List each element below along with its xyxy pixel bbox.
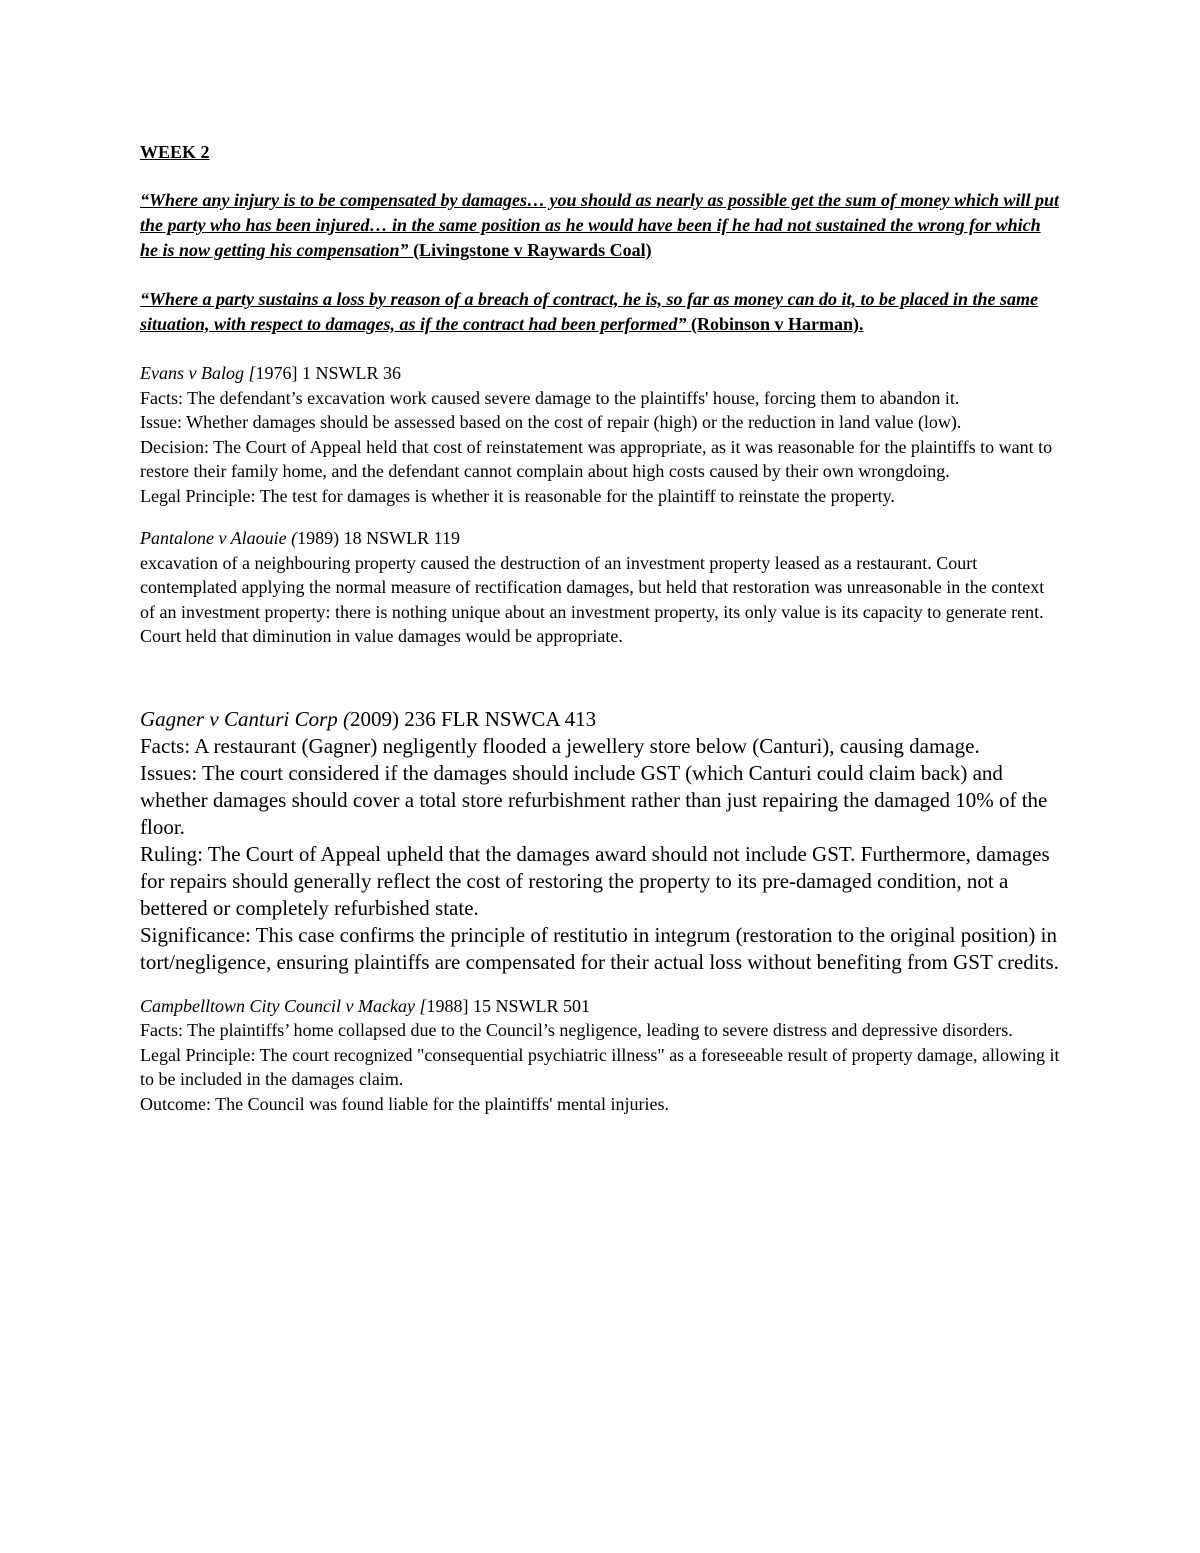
case-citation: 1989) 18 NSWLR 119 — [297, 528, 460, 548]
case-citation: 1988] 15 NSWLR 501 — [426, 995, 590, 1016]
quote-livingstone — [140, 188, 1060, 263]
case-paragraph: Facts: The plaintiffs’ home collapsed due to the Council’s negligence, leading to severe distress and depressive disorders. — [140, 1020, 1013, 1040]
case-paragraph: Facts: A restaurant (Gagner) negligently flooded a jewellery store below (Canturi), causing damage. — [140, 733, 980, 758]
document-body — [140, 140, 1060, 1116]
case-citation: 2009) 236 FLR NSWCA 413 — [350, 706, 597, 731]
quote-text: “Where a party sustains a loss by reason of a breach of contract, he is, so far as money can do it, to be placed in the same situation, with respect to damages, as if the contract had been performed” — [140, 289, 1039, 334]
case-gagner-v-canturi — [140, 706, 1060, 976]
case-paragraph: excavation of a neighbouring property caused the destruction of an investment property leased as a restaurant. Court contemplated applying the normal measure of rectification damages, but held that restoration was unreasonable in the context of an investment property: there is nothing unique about an investment property, its only value is its capacity to generate rent. Court held that diminution in value damages would be appropriate. — [140, 552, 1045, 646]
case-name: Gagner v Canturi Corp ( — [140, 706, 350, 731]
case-name: Evans v Balog [ — [140, 363, 256, 383]
case-title — [140, 526, 1060, 551]
quote-text: “Where any injury is to be compensated by damages… you should as nearly as possible get the sum of money which will put the party who has been injured… in the same position as he would have been if he had not sustained the wrong for which he is now getting his compensation” — [140, 190, 1060, 260]
case-paragraph: Legal Principle: The court recognized "consequential psychiatric illness" as a foreseeable result of property damage, allowing it to be included in the damages claim. — [140, 1044, 1060, 1089]
case-paragraph: Decision: The Court of Appeal held that cost of reinstatement was appropriate, as it was reasonable for the plaintiffs to want to restore their family home, and the defendant cannot complain about high costs caused by their own wrongdoing. — [140, 436, 1053, 481]
case-pantalone-v-alaouie — [140, 526, 1060, 649]
case-paragraph: Issues: The court considered if the damages should include GST (which Canturi could claim back) and whether damages should cover a total store refurbishment rather than just repairing the damaged 10% of the floor. — [140, 760, 1048, 839]
quote-citation: (Livingstone v Raywards Coal) — [408, 240, 652, 260]
case-title — [140, 361, 1060, 386]
case-name: Campbelltown City Council v Mackay [ — [140, 995, 427, 1016]
case-paragraph: Facts: The defendant’s excavation work caused severe damage to the plaintiffs' house, forcing them to abandon it. — [140, 387, 960, 408]
case-name: Pantalone v Alaouie ( — [140, 528, 298, 548]
case-citation: 1976] 1 NSWLR 36 — [255, 363, 401, 383]
case-paragraph: Legal Principle: The test for damages is whether it is reasonable for the plaintiff to reinstate the property. — [140, 485, 895, 506]
quote-robinson — [140, 287, 1060, 337]
case-paragraph: Significance: This case confirms the principle of restitutio in integrum (restoration to the original position) in tort/negligence, ensuring plaintiffs are compensated for their actual loss without benefiting from GST credits. — [140, 922, 1059, 974]
quote-citation: (Robinson v Harman). — [686, 314, 864, 334]
case-paragraph: Outcome: The Council was found liable for the plaintiffs' mental injuries. — [140, 1093, 669, 1114]
case-title — [140, 706, 1060, 733]
case-paragraph: Ruling: The Court of Appeal upheld that the damages award should not include GST. Furthermore, damages for repairs should generally reflect the cost of restoring the property to its pre-damaged condition, not a bettered or completely refurbished state. — [140, 841, 1050, 920]
case-campbelltown-v-mackay — [140, 994, 1060, 1117]
case-evans-v-balog — [140, 361, 1060, 508]
week-heading: WEEK 2 — [140, 142, 210, 162]
case-title — [140, 994, 1060, 1019]
case-paragraph: Issue: Whether damages should be assessed based on the cost of repair (high) or the reduction in land value (low). — [140, 412, 962, 432]
